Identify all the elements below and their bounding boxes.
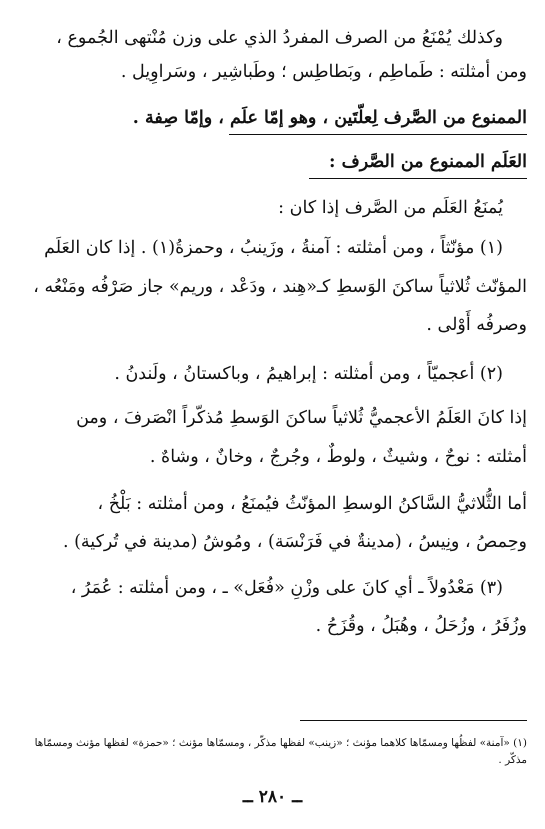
body-line: وصرفُه أَوْلى . bbox=[426, 315, 527, 335]
page-number: ــ ٢٨٠ ــ bbox=[242, 787, 303, 807]
footnote-text: (١) «آمنة» لفظُها ومسمّاها كلاهما مؤنث ؛ «زينب» لفظها مذكّر ، ومسمّاها مؤنث ؛ «حمزة» لفظها مؤنث ومسمّاها bbox=[34, 737, 527, 749]
footnote-rule bbox=[300, 720, 527, 721]
footnote-text: مذكّر . bbox=[498, 754, 527, 766]
body-line: إذا كانَ العَلَمُ الأعجميُّ ثُلاثياً ساكنَ الوَسطِ مُذكّراً انْصَرفَ ، ومن bbox=[76, 408, 527, 428]
body-line: وكذلك يُمْنَعُ من الصرف المفردُ الذي على وزن مُنْتهى الجُموع ، bbox=[56, 28, 503, 48]
subsection-heading: العَلَم الممنوع من الصَّرف : bbox=[329, 152, 527, 172]
body-line: أما الثُّلاثيُّ السَّاكنُ الوسطِ المؤنّثُ فيُمنَعُ ، ومن أمثلته : بَلْخُ ، bbox=[97, 494, 527, 514]
body-line: ومن أمثلته : طَماطِم ، وبَطاطِس ؛ وطَباشِير ، وسَراوِيل . bbox=[120, 62, 527, 82]
section-heading: الممنوع من الصَّرف لِعلّتَين ، وهو إمّا علَم ، وإمّا صِفة . bbox=[132, 108, 527, 128]
body-line: وحِمصُ ، ونِيسُ ، (مدينةٌ في فَرَنْسَة) ، ومُوشُ (مدينة في تُركية) . bbox=[62, 532, 527, 552]
heading-underline bbox=[229, 134, 527, 135]
body-line: أمثلته : نوحٌ ، وشيثٌ ، ولوطٌ ، وجُرجٌ ، وخانٌ ، وشاهٌ . bbox=[149, 447, 527, 467]
body-line: يُمنَعُ العَلَم من الصَّرف إذا كان : bbox=[278, 198, 503, 218]
heading-underline bbox=[309, 178, 527, 179]
body-line: (٢) أعجميّاً ، ومن أمثلته : إبراهيمُ ، وباكستانُ ، ولَندنُ . bbox=[114, 364, 503, 384]
body-line: المؤنّث ثُلاثياً ساكنَ الوَسطِ كـ«هِند ، ودَعْد ، وريم» جاز صَرْفُه ومَنْعُه ، bbox=[33, 277, 527, 297]
body-line: (٣) مَعْدُولاً ـ أي كانَ على وزْنِ «فُعَل» ـ ، ومن أمثلته : عُمَرُ ، bbox=[70, 578, 503, 598]
body-line: وزُفَرُ ، وزُحَلُ ، وهُبَلُ ، وقُزَحُ . bbox=[315, 616, 527, 636]
body-line: (١) مؤنّثاً ، ومن أمثلته : آمنةُ ، وزَينبُ ، وحمزةُ(١) . إذا كان العَلَم bbox=[44, 238, 503, 258]
